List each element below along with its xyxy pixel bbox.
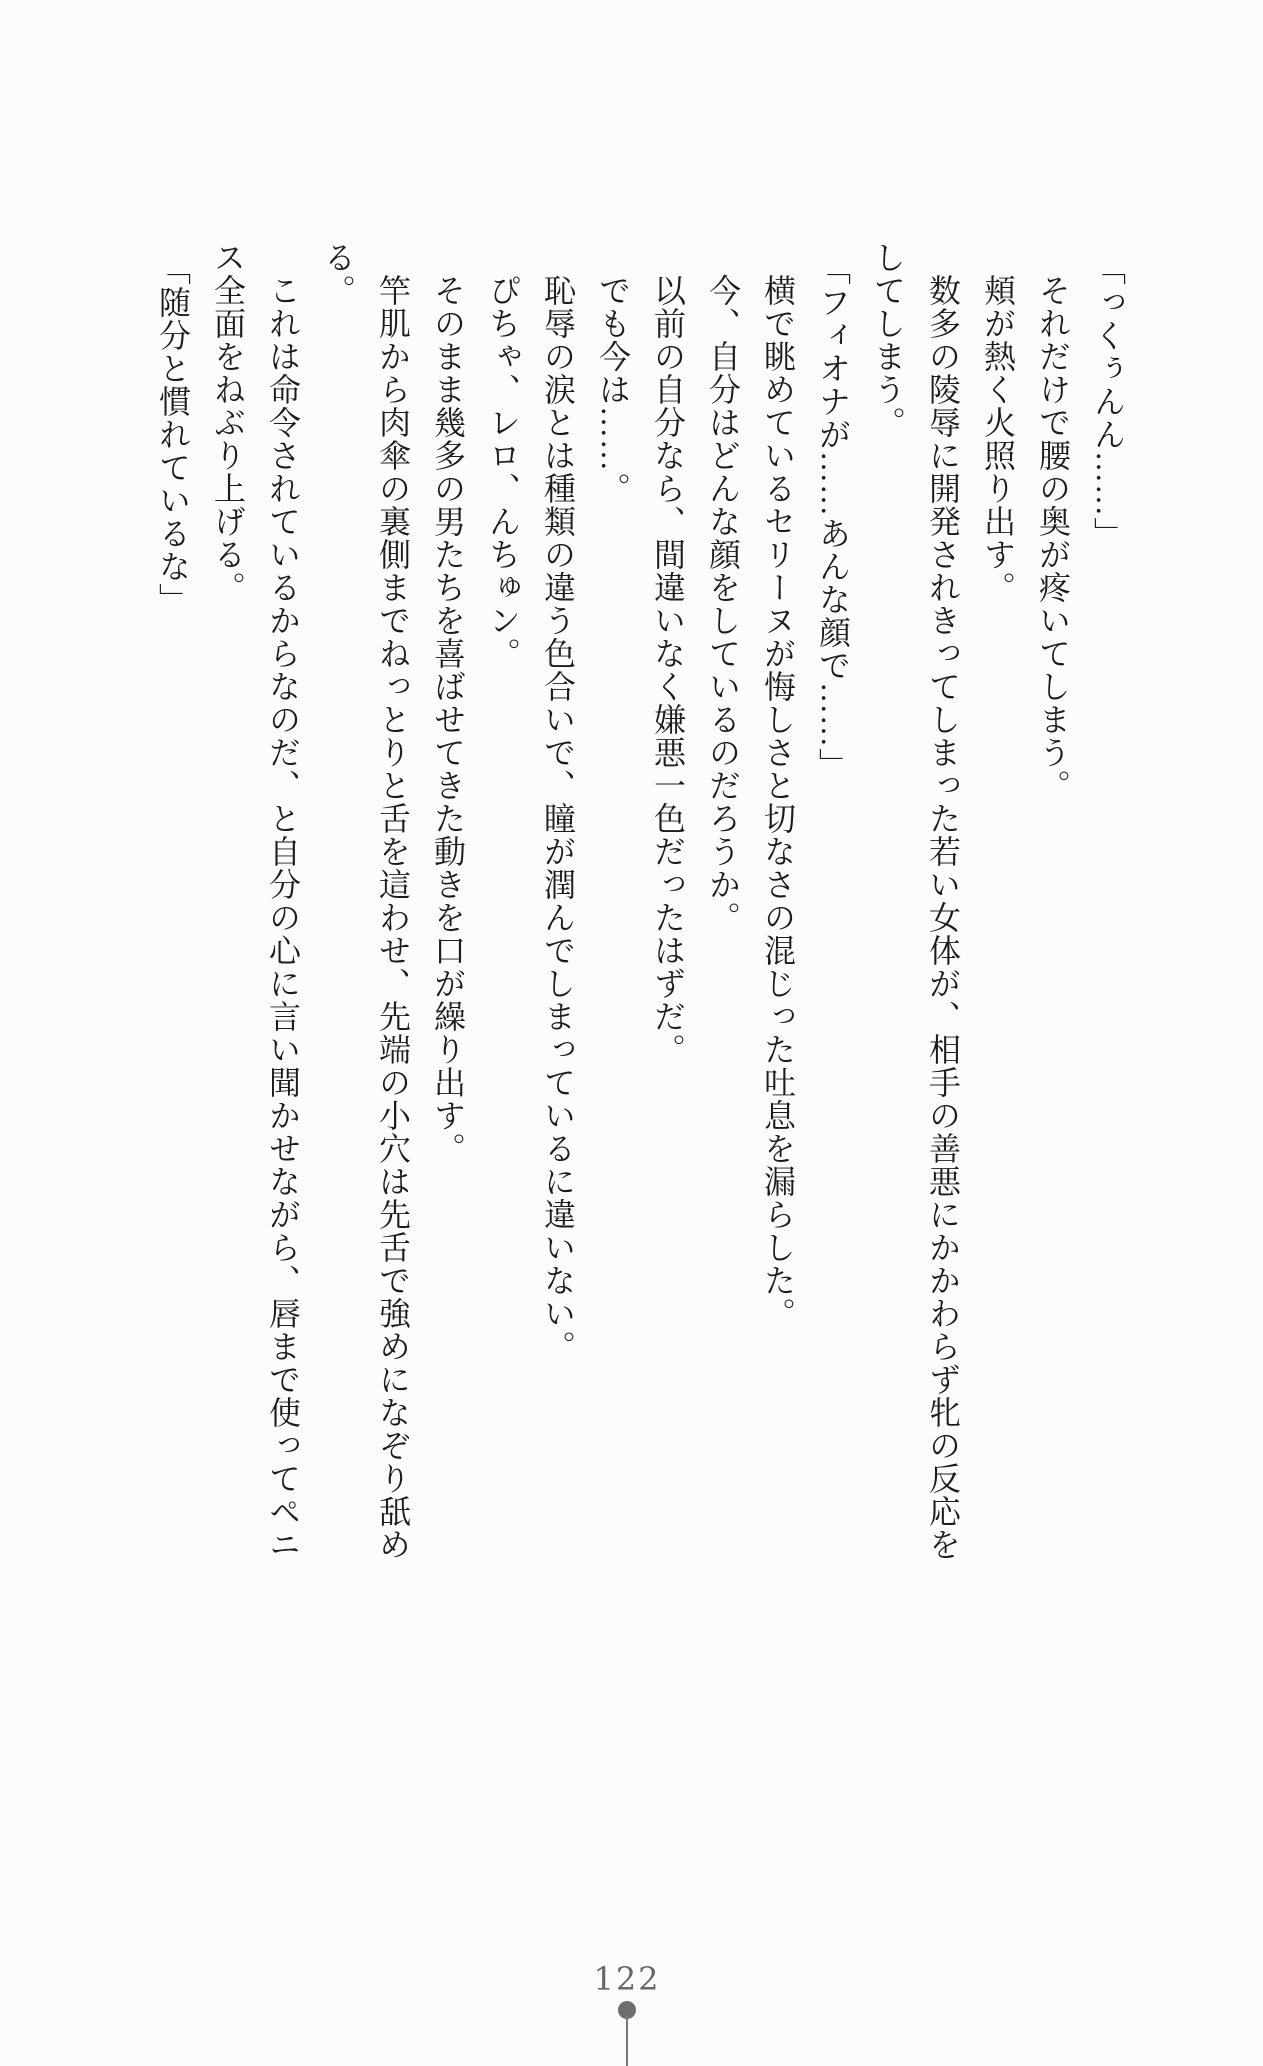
- text-line: してしまう。: [870, 241, 906, 439]
- text-line: ス全面をねぶり上げる。: [210, 241, 246, 604]
- text-line: そのまま幾多の男たちを喜ばせてきた動きを口が繰り出す。: [430, 274, 466, 1165]
- text-line: 数多の陵辱に開発されきってしまった若い女体が、相手の善悪にかかわらず牝の反応を: [925, 274, 961, 1561]
- page-marker-line: [626, 2014, 628, 2066]
- text-line: 恥辱の涙とは種類の違う色合いで、瞳が潤んでしまっているに違いない。: [540, 274, 576, 1363]
- text-line: 頬が熱く火照り出す。: [980, 274, 1016, 604]
- page-number: 122: [593, 1960, 661, 1998]
- text-line: 「随分と慣れているな」: [155, 253, 191, 616]
- text-line: る。: [320, 241, 356, 307]
- text-line: 竿肌から肉傘の裏側までねっとりと舌を這わせ、先端の小穴は先舌で強めになぞり舐め: [375, 274, 411, 1561]
- text-line: これは命令されているからなのだ、と自分の心に言い聞かせながら、唇まで使ってペニ: [265, 274, 301, 1561]
- text-line: でも今は……。: [595, 274, 631, 505]
- text-line: 横で眺めているセリーヌが悔しさと切なさの混じった吐息を漏らした。: [760, 274, 796, 1330]
- text-line: 「っくぅんん……」: [1090, 253, 1126, 550]
- text-line: それだけで腰の奥が疼いてしまう。: [1035, 274, 1071, 802]
- text-line: ぴちゃ、レロ、んちゅン。: [485, 274, 521, 670]
- novel-text-block: [145, 241, 1135, 1581]
- text-line: 今、自分はどんな顔をしているのだろうか。: [705, 274, 741, 934]
- text-line: 以前の自分なら、間違いなく嫌悪一色だったはずだ。: [650, 274, 686, 1066]
- text-line: 「フィオナが……あんな顔で……」: [815, 253, 851, 781]
